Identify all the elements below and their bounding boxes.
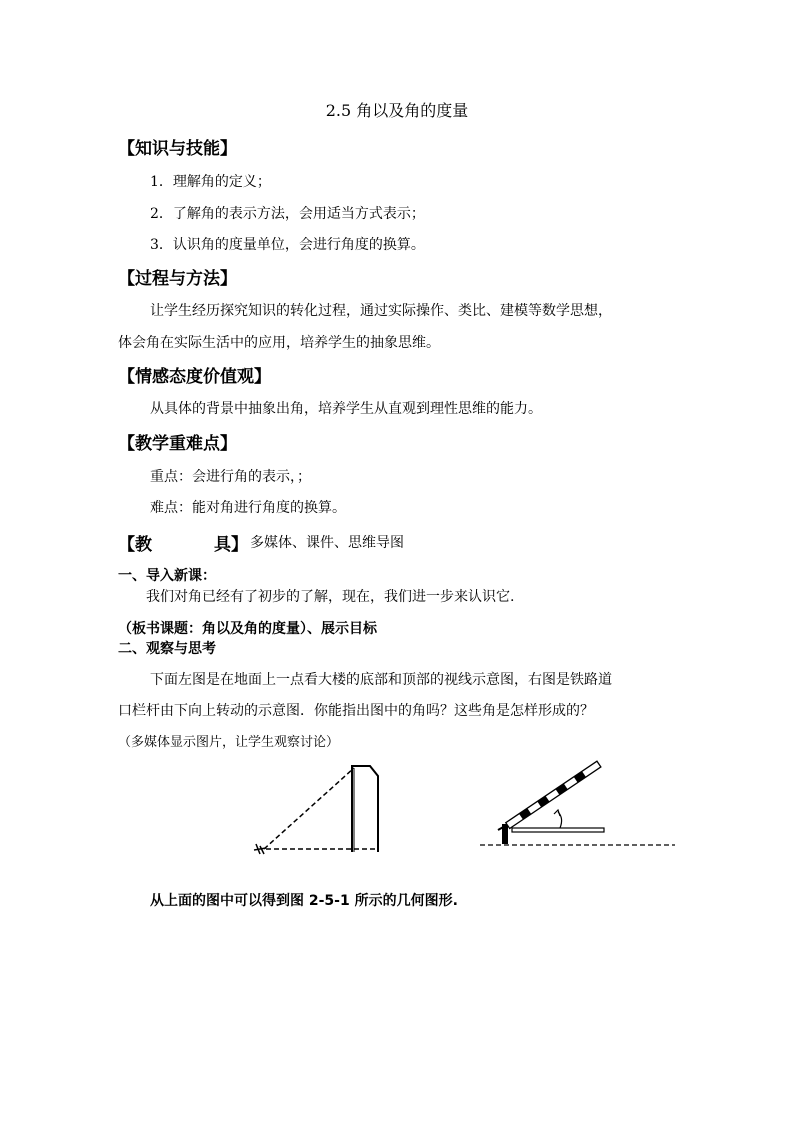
knowledge-item-2: 2．了解角的表示方法，会用适当方式表示； [150,206,425,222]
key-point: 重点：会进行角的表示，； [150,469,311,485]
barrier-horizontal [512,828,604,832]
tools-text: 多媒体、课件、思维导图 [250,535,404,551]
intro-heading: 一、导入新课： [118,568,216,584]
difficult-point: 难点：能对角进行角度的换算。 [150,500,346,516]
sightline-top [264,768,354,849]
barrier-raised [506,761,601,828]
process-line-2: 体会角在实际生活中的应用，培养学生的抽象思维。 [118,335,440,351]
emotion-line: 从具体的背景中抽象出角，培养学生从直观到理性思维的能力。 [150,401,542,417]
section-heading-knowledge: 【知识与技能】 [118,139,237,159]
observe-heading: 二、观察与思考 [118,641,216,657]
knowledge-item-1: 1．理解角的定义； [150,174,271,190]
eye-icon [254,844,266,854]
observe-line-1: 下面左图是在地面上一点看大楼的底部和顶部的视线示意图，右图是铁路道 [150,672,612,688]
knowledge-item-3: 3．认识角的度量单位，会进行角度的换算。 [150,237,425,253]
process-line-1: 让学生经历探究知识的转化过程，通过实际操作、类比、建模等数学思想， [150,303,612,319]
observe-note: （多媒体显示图片，让学生观察讨论） [118,735,340,750]
building-sightline-figure [250,762,390,862]
tools-label-start: 【教 [118,535,152,555]
page-title: 2.5 角以及角的度量 [325,101,469,120]
section-heading-process: 【过程与方法】 [118,269,237,289]
railway-barrier-figure [480,772,680,852]
section-heading-emotion: 【情感态度价值观】 [118,367,271,387]
conclusion-line: 从上面的图中可以得到图 2-5-1 所示的几何图形. [150,893,458,909]
board-title: （板书课题：角以及角的度量）、展示目标 [118,621,377,637]
intro-line: 我们对角已经有了初步的了解，现在，我们进一步来认识它. [146,589,515,605]
observe-line-2: 口栏杆由下向上转动的示意图．你能指出图中的角吗？这些角是怎样形成的？ [118,703,594,719]
section-heading-keypoints: 【教学重难点】 [118,434,237,454]
tools-label-end: 具】 [214,535,248,555]
building-outline [352,766,378,852]
